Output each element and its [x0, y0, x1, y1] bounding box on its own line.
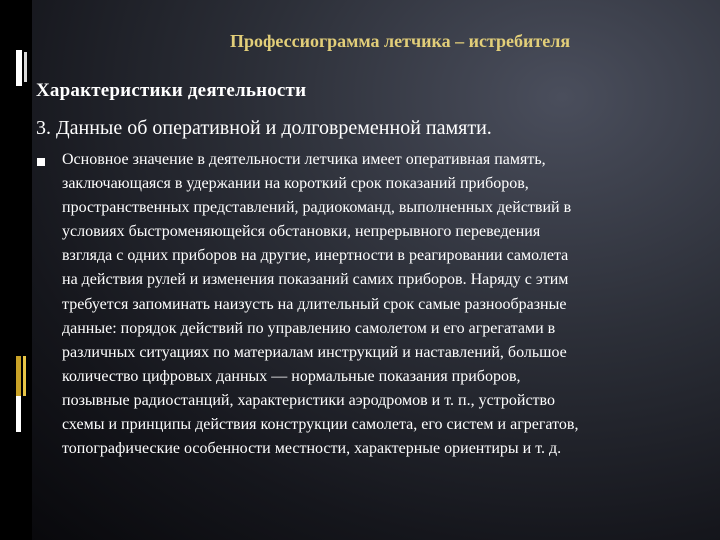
gold-accent-bar: [16, 356, 21, 396]
paragraph-line: топографические особенности местности, характерные ориентиры и т. д.: [62, 440, 562, 458]
paragraph-line: различных ситуациях по материалам инструкций и наставлений, большое: [62, 343, 567, 361]
slide-subtitle: Характеристики деятельности: [36, 80, 307, 101]
gold-accent-bar-inner: [23, 356, 26, 396]
paragraph-line: заключающаяся в удержании на короткий срок показаний приборов,: [62, 175, 529, 193]
slide-title: Профессиограмма летчика – истребителя: [229, 31, 571, 51]
square-bullet-icon: [37, 158, 45, 166]
paragraph-line: данные: порядок действий по управлению самолетом и его агрегатами в: [62, 319, 556, 337]
white-accent-bar-top: [16, 50, 22, 86]
section-heading: 3. Данные об оперативной и долговременной памяти.: [36, 117, 492, 139]
paragraph-line: количество цифровых данных — нормальные показания приборов,: [62, 367, 521, 385]
paragraph-line: пространственных представлений, радиокоманд, выполненных действий в: [62, 199, 572, 217]
paragraph-line: требуется запоминать наизусть на длительный срок самые разнообразные: [62, 295, 567, 313]
white-accent-bar-bottom: [16, 396, 21, 432]
paragraph-line: взгляда с одних приборов на другие, инертности в реагировании самолета: [62, 247, 569, 265]
paragraph-line: позывные радиостанций, характеристики аэродромов и т. п., устройство: [62, 391, 555, 409]
bullet-paragraph: [62, 148, 712, 461]
paragraph-line: схемы и принципы действия конструкции самолета, его систем и агрегатов,: [62, 416, 579, 434]
white-accent-bar-top-inner: [24, 52, 27, 82]
paragraph-line: Основное значение в деятельности летчика имеет оперативная память,: [62, 151, 546, 168]
paragraph-line: условиях быстроменяющейся обстановки, непрерывного переведения: [62, 223, 541, 241]
paragraph-line: на действия рулей и изменения показаний самих приборов. Наряду с этим: [62, 271, 569, 289]
